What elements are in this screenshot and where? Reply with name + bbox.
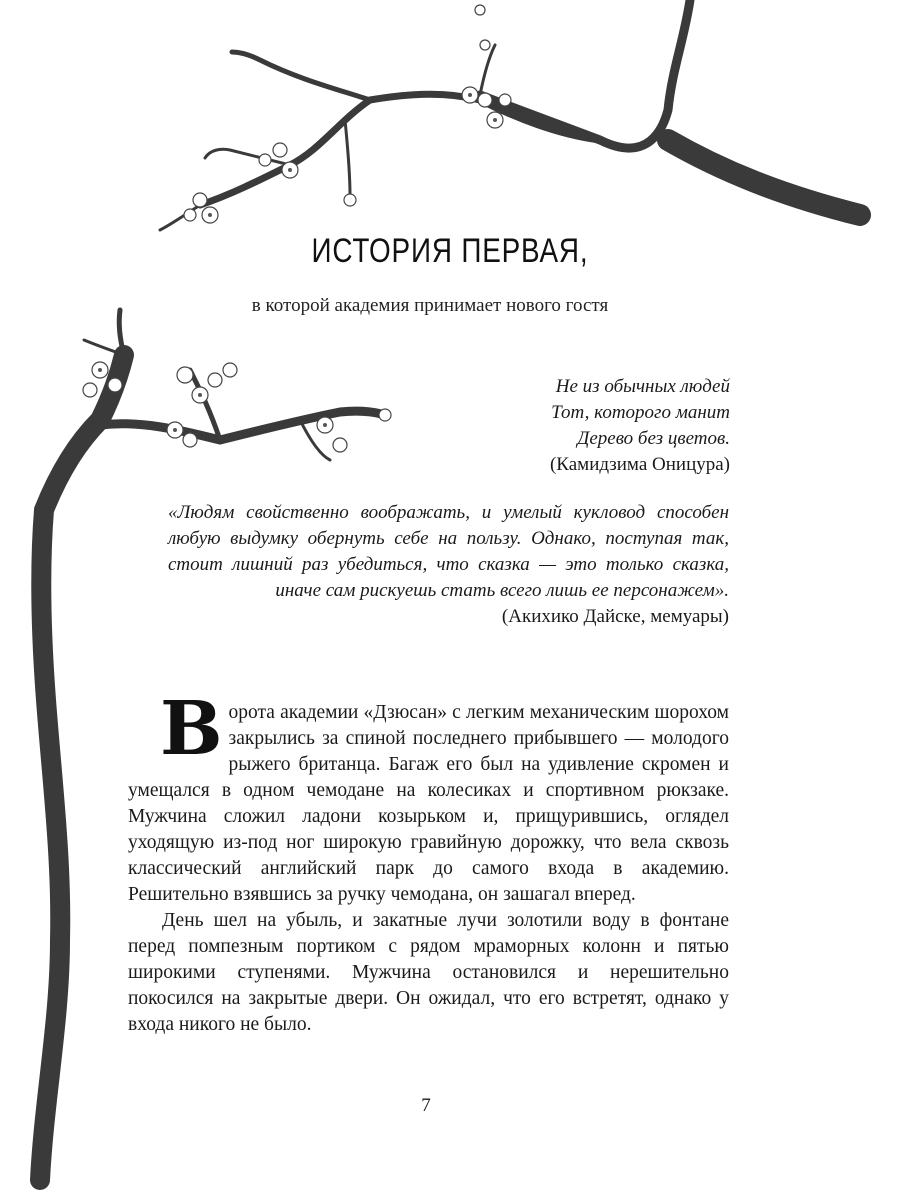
poem-line: Тот, которого манит — [551, 402, 730, 423]
page-number: 7 — [421, 1095, 431, 1116]
poem-line: Дерево без цветов. — [577, 428, 730, 449]
chapter-body — [128, 686, 729, 1038]
drop-cap: В — [160, 686, 223, 772]
body-paragraph — [128, 686, 729, 908]
paragraph-text: орота академии «Дзюсан» с легким механическим шорохом закрылись за спиной последнего прибывшего — молодого рыжего британца. Багаж его был на удивление скромен и умещался в одном чемодане на колесиках и спортивном рюкзаке. Мужчина сложил ладони козырьком и, прищурившись, оглядел уходящую из-под ног широкую гравийную дорожку, что вела сквозь классический английский парк до самого входа в академию. Решительно взявшись за ручку чемодана, он зашагал вперед. — [128, 702, 729, 905]
epigraph-poem — [550, 374, 730, 478]
quote-text: «Людям свойственно воображать, и умелый кукловод способен любую выдумку обернуть себе на пользу. Однако, поступая так, стоит лишний раз убедиться, что сказка — это только сказка, иначе сам рискуешь стать всего лишь ее персонажем». — [168, 502, 729, 601]
chapter-subtitle: в которой академия принимает нового гостя — [251, 295, 609, 316]
body-paragraph: День шел на убыль, и закатные лучи золотили воду в фонтане перед помпезным портиком с рядом мраморных колонн и пятью широкими ступенями. Мужчина остановился и нерешительно покосился на закрытые двери. Он ожидал, что его встретят, однако у входа никого не было. — [128, 910, 729, 1035]
chapter-title: ИСТОРИЯ ПЕРВАЯ, — [311, 232, 589, 270]
quote-attribution: (Акихико Дайске, мемуары) — [501, 606, 729, 627]
poem-line: Не из обычных людей — [555, 376, 730, 397]
poem-attribution: (Камидзима Оницура) — [549, 454, 730, 475]
epigraph-quote — [168, 500, 729, 630]
